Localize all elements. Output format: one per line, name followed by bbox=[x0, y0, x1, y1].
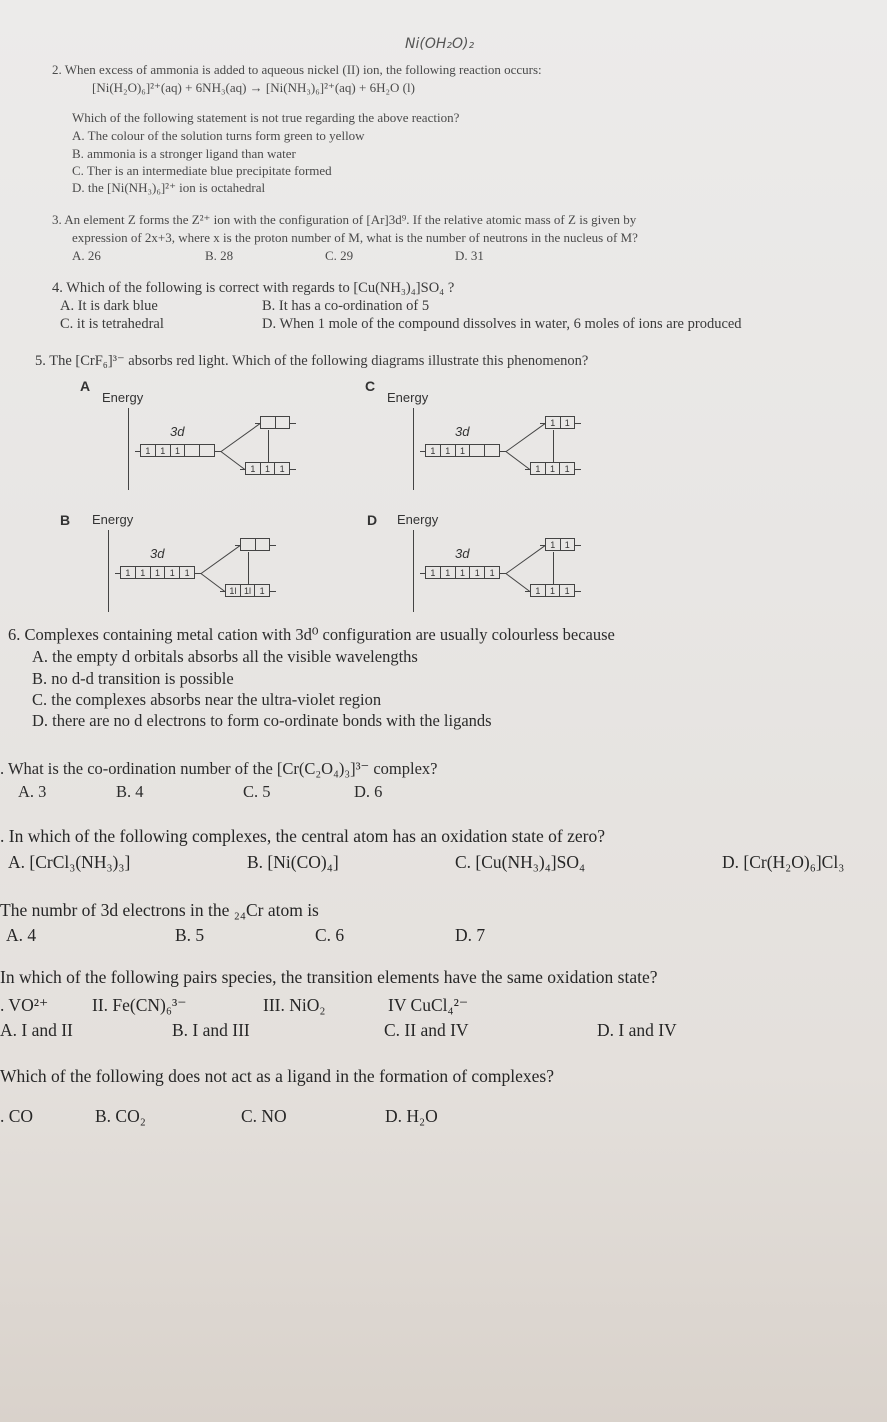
q8-stem: . In which of the following complexes, the central atom has an oxidation state of zero? bbox=[0, 826, 606, 846]
splitting-arrow bbox=[553, 430, 554, 462]
orbital-cell: 1 bbox=[141, 445, 156, 456]
q6-stem: 6. Complexes containing metal cation with 3d⁰ configuration are usually colourless because bbox=[8, 625, 615, 644]
splitting-line bbox=[201, 545, 241, 574]
orbital-cell: 1 bbox=[426, 445, 441, 456]
orbital-label: 3d bbox=[170, 424, 185, 439]
splitting-arrow bbox=[268, 430, 269, 462]
q10-species-iv: IV CuCl₄²⁻ bbox=[388, 995, 469, 1015]
q7-option-c[interactable]: C. 5 bbox=[243, 782, 271, 801]
energy-label: Energy bbox=[102, 390, 144, 405]
q10-option-a[interactable]: A. I and II bbox=[0, 1020, 73, 1040]
e2g-orbitals bbox=[530, 462, 575, 475]
q2-equation: [Ni(H₂O)₆]²⁺(aq) + 6NH₃(aq) → [Ni(NH₃)₆]²⁺(aq) + 6H₂O (l) bbox=[92, 80, 415, 95]
e2g-orbitals bbox=[225, 584, 270, 597]
q4-option-b[interactable]: B. It has a co-ordination of 5 bbox=[262, 298, 430, 314]
orbital-cell bbox=[200, 445, 214, 456]
orbital-cell: 1 bbox=[184, 568, 190, 578]
q7-stem: . What is the co-ordination number of the [Cr(C₂O₄)₃]³⁻ complex? bbox=[0, 759, 438, 778]
energy-axis bbox=[413, 530, 414, 612]
orbital-cell: 1 bbox=[165, 567, 180, 578]
orbital-cell: 1 bbox=[531, 463, 546, 474]
q10-option-b[interactable]: B. I and III bbox=[172, 1020, 250, 1040]
energy-axis bbox=[128, 408, 129, 490]
splitting-line bbox=[200, 573, 225, 592]
q4-stem: 4. Which of the following is correct with regards to [Cu(NH₃)₄]SO₄ ? bbox=[52, 280, 455, 296]
orbital-cell: 1 bbox=[259, 586, 265, 596]
orbital-label: 3d bbox=[455, 424, 470, 439]
q6-option-b[interactable]: B. no d-d transition is possible bbox=[32, 669, 234, 688]
orbital-cell: 1 bbox=[441, 445, 456, 456]
q3-option-c[interactable]: C. 29 bbox=[325, 248, 354, 263]
degenerate-3d-orbitals bbox=[425, 444, 500, 457]
q9-option-a[interactable]: A. 4 bbox=[6, 925, 37, 945]
diagram-letter: D bbox=[367, 512, 378, 528]
diagram-c[interactable] bbox=[365, 380, 625, 490]
q10-species-ii: II. Fe(CN)₆³⁻ bbox=[92, 995, 187, 1015]
orbital-cell: 1 bbox=[441, 567, 456, 578]
orbital-label: 3d bbox=[455, 546, 470, 561]
q10-option-d[interactable]: D. I and IV bbox=[597, 1020, 677, 1040]
q7-option-d[interactable]: D. 6 bbox=[354, 782, 383, 801]
eg-orbitals bbox=[545, 538, 575, 551]
orbital-cell: 1 bbox=[564, 540, 570, 550]
diagram-letter: A bbox=[80, 378, 91, 394]
orbital-cell: 1 bbox=[279, 464, 285, 474]
handwritten-note: Ni(OH₂O)₂ bbox=[405, 36, 475, 52]
orbital-cell: 1 bbox=[121, 567, 136, 578]
orbital-cell bbox=[485, 445, 499, 456]
q2-stem: 2. When excess of ammonia is added to aqueous nickel (II) ion, the following reaction occurs: bbox=[52, 62, 542, 77]
eg-orbitals bbox=[260, 416, 290, 429]
q2-option-d[interactable]: D. the [Ni(NH₃)₆]²⁺ ion is octahedral bbox=[72, 180, 266, 195]
q3-stem-line2: expression of 2x+3, where x is the proton number of M, what is the number of neutrons in the nucleus of M? bbox=[72, 230, 638, 245]
orbital-cell: 1 bbox=[546, 539, 561, 550]
orbital-cell: 1 bbox=[456, 445, 471, 456]
q8-option-c[interactable]: C. [Cu(NH₃)₄]SO₄ bbox=[455, 852, 586, 872]
diagram-letter: C bbox=[365, 378, 376, 394]
energy-label: Energy bbox=[387, 390, 429, 405]
q11-option-d[interactable]: D. H₂O bbox=[385, 1106, 438, 1126]
q2-option-a[interactable]: A. The colour of the solution turns form green to yellow bbox=[72, 128, 365, 143]
orbital-cell: 1 bbox=[546, 463, 561, 474]
orbital-cell: 1 bbox=[246, 463, 261, 474]
orbital-cell: 1 bbox=[151, 567, 166, 578]
q5-stem: 5. The [CrF₆]³⁻ absorbs red light. Which of the following diagrams illustrate this phenomenon? bbox=[35, 353, 589, 369]
e2g-orbitals bbox=[530, 584, 575, 597]
orbital-label: 3d bbox=[150, 546, 165, 561]
q10-species-i: . VO²⁺ bbox=[0, 995, 49, 1015]
eg-orbitals bbox=[240, 538, 270, 551]
splitting-line bbox=[220, 451, 245, 470]
orbital-cell bbox=[185, 445, 200, 456]
orbital-cell: 1 bbox=[156, 445, 171, 456]
splitting-line bbox=[221, 423, 261, 452]
orbital-cell: 1 bbox=[171, 445, 186, 456]
diagram-b[interactable] bbox=[60, 512, 320, 622]
q8-option-b[interactable]: B. [Ni(CO)₄] bbox=[247, 852, 339, 872]
orbital-cell: 1 bbox=[456, 567, 471, 578]
q3-option-b[interactable]: B. 28 bbox=[205, 248, 234, 263]
q9-stem: The numbr of 3d electrons in the ₂₄Cr atom is bbox=[0, 900, 319, 920]
q6-option-d[interactable]: D. there are no d electrons to form co-ordinate bonds with the ligands bbox=[32, 711, 492, 730]
q8-option-a[interactable]: A. [CrCl₃(NH₃)₃] bbox=[8, 852, 131, 872]
degenerate-3d-orbitals bbox=[425, 566, 500, 579]
orbital-cell bbox=[470, 445, 485, 456]
degenerate-3d-orbitals bbox=[140, 444, 215, 457]
orbital-cell: 1 bbox=[470, 567, 485, 578]
q3-stem-line1: 3. An element Z forms the Z²⁺ ion with the configuration of [Ar]3d⁹. If the relative atomic mass of Z is given by bbox=[52, 212, 637, 227]
orbital-cell: 1 bbox=[546, 585, 561, 596]
q9-option-d[interactable]: D. 7 bbox=[455, 925, 486, 945]
q10-species-iii: III. NiO₂ bbox=[263, 995, 326, 1015]
q10-option-c[interactable]: C. II and IV bbox=[384, 1020, 469, 1040]
q7-option-b[interactable]: B. 4 bbox=[116, 782, 144, 801]
orbital-cell: 1 bbox=[564, 464, 570, 474]
q3-option-d[interactable]: D. 31 bbox=[455, 248, 484, 263]
energy-axis bbox=[413, 408, 414, 490]
q4-option-d[interactable]: D. When 1 mole of the compound dissolves in water, 6 moles of ions are produced bbox=[262, 316, 742, 332]
energy-axis bbox=[108, 530, 109, 612]
diagram-letter: B bbox=[60, 512, 71, 528]
splitting-arrow bbox=[553, 552, 554, 584]
q9-option-c[interactable]: C. 6 bbox=[315, 925, 345, 945]
eg-orbitals bbox=[545, 416, 575, 429]
q11-option-b[interactable]: B. CO₂ bbox=[95, 1106, 146, 1126]
q6-option-a[interactable]: A. the empty d orbitals absorbs all the visible wavelengths bbox=[32, 647, 418, 666]
q6-option-c[interactable]: C. the complexes absorbs near the ultra-violet region bbox=[32, 690, 382, 709]
orbital-cell bbox=[276, 417, 290, 428]
orbital-cell: 1 bbox=[564, 586, 570, 596]
q8-option-d[interactable]: D. [Cr(H₂O)₆]Cl₃ bbox=[722, 852, 845, 872]
orbital-cell bbox=[241, 539, 256, 550]
q2-option-b[interactable]: B. ammonia is a stronger ligand than water bbox=[72, 146, 296, 161]
splitting-arrow bbox=[248, 552, 249, 584]
orbital-cell: 1 bbox=[261, 463, 276, 474]
splitting-line bbox=[505, 573, 530, 592]
orbital-cell bbox=[256, 539, 270, 550]
splitting-line bbox=[505, 451, 530, 470]
diagram-a[interactable] bbox=[80, 380, 340, 490]
orbital-cell: 1 bbox=[489, 568, 495, 578]
orbital-cell: 1 bbox=[136, 567, 151, 578]
degenerate-3d-orbitals bbox=[120, 566, 195, 579]
energy-label: Energy bbox=[397, 512, 439, 527]
splitting-line bbox=[506, 423, 546, 452]
q11-option-a[interactable]: . CO bbox=[0, 1106, 34, 1126]
q2-option-c[interactable]: C. Ther is an intermediate blue precipitate formed bbox=[72, 163, 332, 178]
orbital-cell: 1 bbox=[426, 567, 441, 578]
q11-option-c[interactable]: C. NO bbox=[241, 1106, 287, 1126]
orbital-cell: 1 bbox=[546, 417, 561, 428]
q2-question: Which of the following statement is not true regarding the above reaction? bbox=[72, 110, 460, 125]
q10-stem: In which of the following pairs species, the transition elements have the same oxidation state? bbox=[0, 967, 658, 987]
orbital-cell bbox=[261, 417, 276, 428]
q9-option-b[interactable]: B. 5 bbox=[175, 925, 205, 945]
orbital-cell: 1 bbox=[564, 418, 570, 428]
energy-label: Energy bbox=[92, 512, 134, 527]
q11-stem: Which of the following does not act as a ligand in the formation of complexes? bbox=[0, 1066, 555, 1086]
orbital-cell: 1l bbox=[241, 585, 256, 596]
q7-option-a[interactable]: A. 3 bbox=[18, 782, 47, 801]
diagram-d[interactable] bbox=[365, 512, 625, 622]
q3-option-a[interactable]: A. 26 bbox=[72, 248, 101, 263]
orbital-cell: 1l bbox=[226, 585, 241, 596]
orbital-cell: 1 bbox=[531, 585, 546, 596]
q4-option-c[interactable]: C. it is tetrahedral bbox=[60, 316, 164, 332]
q4-option-a[interactable]: A. It is dark blue bbox=[60, 298, 158, 314]
e2g-orbitals bbox=[245, 462, 290, 475]
splitting-line bbox=[506, 545, 546, 574]
